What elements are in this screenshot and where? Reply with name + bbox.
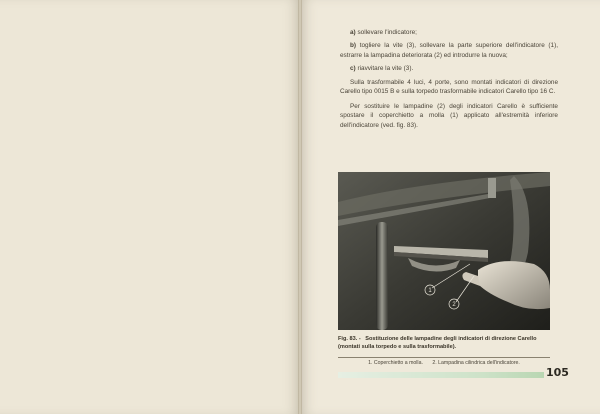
list-marker-c: c): [350, 64, 356, 72]
door-handle: [488, 178, 496, 198]
book-gutter: [298, 0, 302, 414]
list-text-a: sollevare l'indicatore;: [357, 29, 417, 36]
figure-title: Sostituzione delle lampadine degli indicatori di direzione Carello (montati sulla torpedo e sulla trasformabile).: [338, 336, 537, 350]
list-marker-a: a): [350, 29, 356, 36]
legend-item-2: 2. Lampadina cilindrica dell'indicatore.: [432, 360, 520, 366]
legend-item-1: 1. Coperchietto a molla.: [368, 360, 423, 366]
door-pillar: [376, 222, 388, 330]
caption-divider: [338, 357, 550, 358]
photo-illustration: [338, 172, 550, 330]
callout-label-2: 2: [452, 302, 456, 309]
list-item-c: [340, 64, 558, 74]
figure-legend: [338, 360, 550, 367]
list-text-b: togliere la vite (3), sollevare la parte superiore dell'indicatore (1), estrarre la lampadina deteriorata (2) ed introdurre la nuova;: [340, 42, 559, 59]
figure-label: Fig. 83. -: [338, 336, 361, 342]
figure-caption: [338, 336, 550, 351]
body-text: [340, 28, 558, 135]
list-item-a: [340, 28, 558, 38]
list-text-c: riavvitare la vite (3).: [357, 64, 414, 72]
list-marker-b: b): [350, 42, 357, 50]
figure-photo: [338, 172, 550, 330]
paragraph-replacement: Per sostituire le lampadine (2) degli indicatori Carello è sufficiente spostare il coperchietto a molla (1) applicato all'estremità inferiore dell'indicatore (ved. fig. 83).: [340, 102, 558, 129]
page-number: 105: [546, 366, 569, 379]
list-item-b: [340, 41, 558, 60]
footer-accent-bar: [338, 372, 544, 378]
paragraph-models: Sulla trasformabile 4 luci, 4 porte, sono montati indicatori di direzione Carello tipo 0015 B e sulla torpedo trasformabile indicatori Carello tipo 16 C.: [340, 78, 558, 96]
callout-label-1: 1: [428, 288, 432, 295]
